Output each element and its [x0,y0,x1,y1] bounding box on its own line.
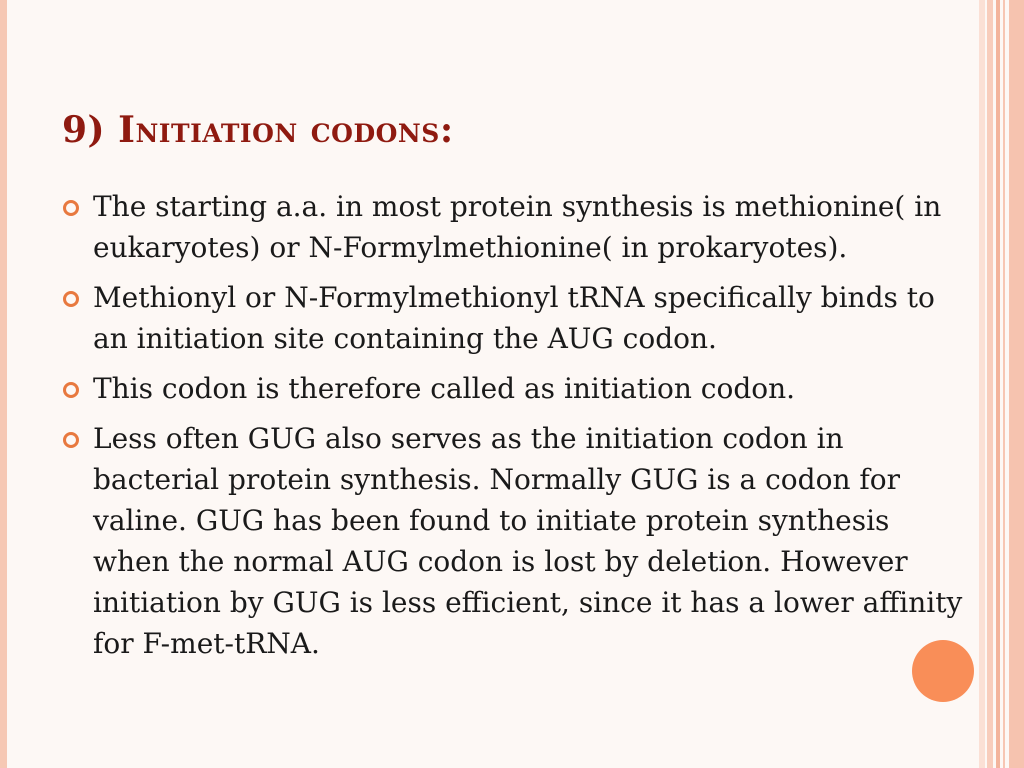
right-border-stripe [1003,0,1005,768]
slide-title: 9) Initiation codons: [62,109,454,151]
right-border-stripe [987,0,993,768]
left-border-stripe [0,0,7,768]
right-border-stripe [1009,0,1024,768]
bullet-item [60,186,965,268]
bullet-item [60,277,965,359]
bullet-item [60,368,965,409]
right-border-stripe [979,0,985,768]
bullet-item [60,418,965,664]
bullet-text: Methionyl or N-Formylmethionyl tRNA specifically binds to an initiation site containing the AUG codon. [93,281,935,355]
ring-bullet-icon [63,200,79,216]
ring-bullet-icon [63,291,79,307]
bullet-text: The starting a.a. in most protein synthesis is methionine( in eukaryotes) or N-Formylmethionine( in prokaryotes). [93,190,942,264]
bullet-list [60,186,965,673]
bullet-text: This codon is therefore called as initiation codon. [93,372,796,405]
ring-bullet-icon [63,432,79,448]
right-border-stripe [996,0,1000,768]
ring-bullet-icon [63,382,79,398]
decorative-circle [912,640,974,702]
bullet-text: Less often GUG also serves as the initiation codon in bacterial protein synthesis. Normally GUG is a codon for valine. GUG has been found to initiate protein synthesis when the normal AUG codon is lost by deletion. However initiation by GUG is less efficient, since it has a lower affinity for F-met-tRNA. [93,422,963,660]
